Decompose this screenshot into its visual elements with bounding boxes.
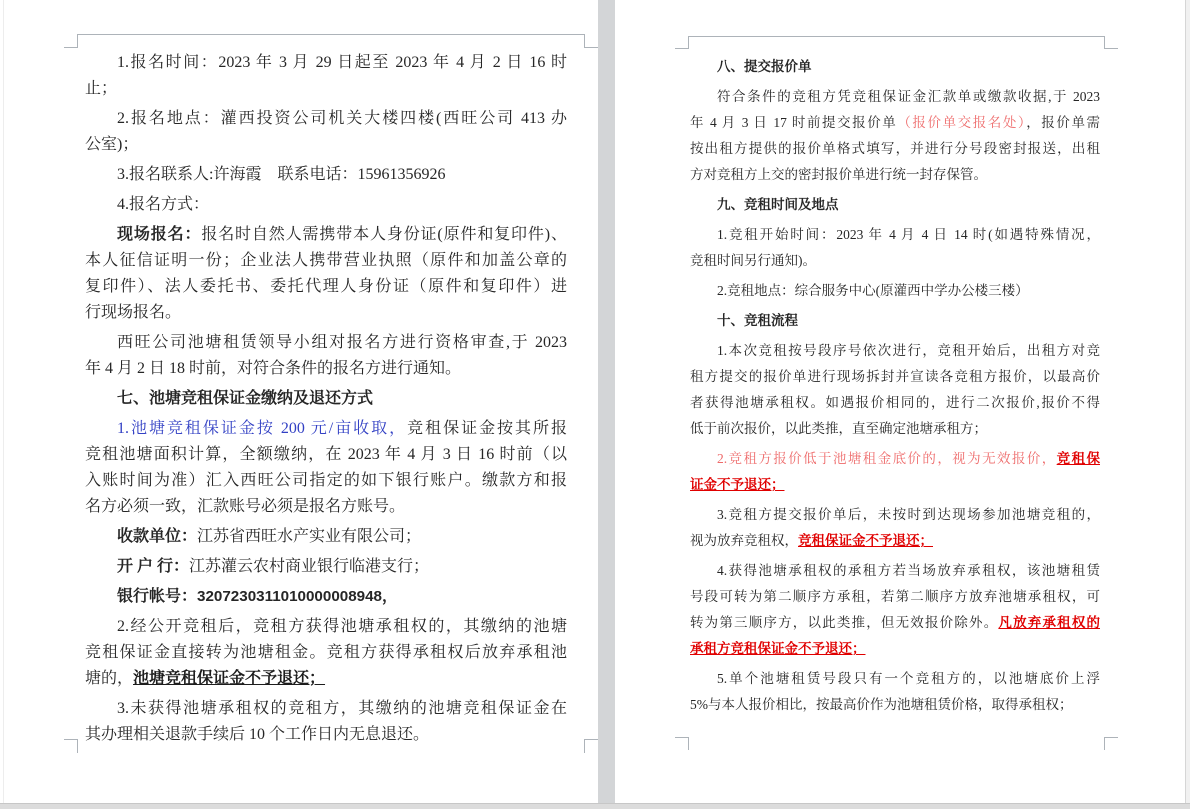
text-line bbox=[690, 54, 1100, 80]
text-line bbox=[85, 584, 567, 610]
text-line bbox=[85, 50, 567, 76]
text-run: 名方必须一致，汇款账号必须是报名方账号。 bbox=[85, 498, 406, 515]
page-left-content[interactable] bbox=[85, 50, 567, 748]
text-line bbox=[690, 502, 1100, 528]
text-boundary-top-line bbox=[77, 34, 585, 35]
text-line bbox=[85, 356, 567, 382]
text-line bbox=[85, 666, 567, 692]
text-run: 收款单位： bbox=[117, 528, 198, 545]
text-run: 5%与本人报价相比，按最高价作为池塘租赁价格，取得承租权； bbox=[690, 697, 1073, 712]
text-run: 竞租保证金不予退还； bbox=[798, 533, 933, 548]
text-run: 3.报名联系人:许海霞 联系电话：15961356926 bbox=[117, 166, 446, 183]
text-run: 转为第三顺序方，以此类推，但无效报价除外。 bbox=[690, 615, 999, 630]
crop-mark-bottom-left-horizontal bbox=[64, 739, 77, 740]
text-line bbox=[85, 468, 567, 494]
text-line bbox=[690, 416, 1100, 442]
text-line bbox=[85, 386, 567, 412]
crop-mark-top-left-vertical bbox=[688, 36, 689, 49]
crop-mark-top-left-horizontal bbox=[64, 47, 77, 48]
text-line bbox=[690, 192, 1100, 218]
text-run: 九、竞租时间及地点 bbox=[717, 197, 839, 212]
text-run: 西旺公司池塘租赁领导小组对报名方进行资格审查,于 2023 bbox=[117, 334, 567, 351]
text-run: 现场报名： bbox=[117, 226, 202, 243]
text-line bbox=[690, 610, 1100, 636]
text-run: 入账时间为准）汇入西旺公司指定的如下银行账户。缴款方和报 bbox=[85, 472, 567, 489]
text-run: 号段可转为第二顺序方承租，若第二顺序方放弃池塘承租权，可 bbox=[690, 589, 1100, 604]
text-line bbox=[690, 308, 1100, 334]
text-run: 3207230311010000008948， bbox=[197, 588, 398, 605]
text-line bbox=[690, 338, 1100, 364]
text-line bbox=[690, 84, 1100, 110]
text-run: 1.报名时间：2023 年 3 月 29 日起至 2023 年 4 月 2 日 16 时 bbox=[117, 54, 567, 71]
text-line bbox=[85, 132, 567, 158]
crop-mark-bottom-left-vertical bbox=[77, 739, 78, 753]
text-line bbox=[690, 248, 1100, 274]
text-run: 竞租保证金按其所报 bbox=[407, 420, 567, 437]
text-line bbox=[690, 222, 1100, 248]
text-run: 开 户 行： bbox=[117, 558, 190, 575]
crop-mark-top-left-horizontal bbox=[675, 48, 688, 49]
crop-mark-top-right-horizontal bbox=[585, 47, 598, 48]
text-run: 5.单个池塘租赁号段只有一个竞租方的，以池塘底价上浮 bbox=[717, 671, 1100, 686]
text-run: 1.池塘竞租保证金按 200 元/亩收取， bbox=[117, 420, 408, 437]
text-run: 4.获得池塘承租权的承租方若当场放弃承租权，该池塘租赁 bbox=[717, 563, 1100, 578]
text-line bbox=[85, 330, 567, 356]
text-run: 竞租保 bbox=[1056, 451, 1100, 466]
text-line bbox=[85, 162, 567, 188]
text-run: 2.竞租方报价低于池塘租金底价的，视为无效报价， bbox=[717, 451, 1057, 466]
text-line bbox=[690, 558, 1100, 584]
text-line bbox=[85, 416, 567, 442]
text-run: 承租方竞租保证金不予退还； bbox=[690, 641, 866, 656]
text-run: 证金不予退还； bbox=[690, 477, 785, 492]
text-line bbox=[690, 136, 1100, 162]
text-run: 年 4 月 3 日 17 时前提交报价单 bbox=[690, 115, 898, 130]
text-line bbox=[85, 640, 567, 666]
document-page-right[interactable] bbox=[615, 0, 1185, 803]
text-run: 报名时自然人需携带本人身份证(原件和复印件)、 bbox=[201, 226, 567, 243]
text-run: 止； bbox=[85, 80, 118, 97]
text-run: 竞租时间另行通知)。 bbox=[690, 253, 816, 268]
text-run: 十、竞租流程 bbox=[717, 313, 798, 328]
right-viewport-edge bbox=[1185, 0, 1190, 803]
text-run: 3.竞租方提交报价单后，未按时到达现场参加池塘竞租的， bbox=[717, 507, 1100, 522]
text-run: 符合条件的竞租方凭竞租保证金汇款单或缴款收据,于 2023 bbox=[717, 89, 1100, 104]
text-run: 八、提交报价单 bbox=[717, 59, 812, 74]
crop-mark-top-left-vertical bbox=[77, 34, 78, 48]
crop-mark-bottom-left-vertical bbox=[688, 737, 689, 750]
crop-mark-top-right-vertical bbox=[584, 34, 585, 48]
text-run: 按出租方提供的报价单格式填写，并进行分号段密封报送，出租 bbox=[690, 141, 1100, 156]
text-run: 2.经公开竞租后，竞租方获得池塘承租权的，其缴纳的池塘 bbox=[117, 618, 567, 635]
text-run: 3.未获得池塘承租权的竞租方，其缴纳的池塘竞租保证金在 bbox=[117, 700, 567, 717]
text-line bbox=[690, 528, 1100, 554]
crop-mark-bottom-right-vertical bbox=[1104, 737, 1105, 750]
text-run: 复印件）、法人委托书、委托代理人身份证（原件和复印件）进 bbox=[85, 278, 567, 295]
text-run: 池塘竞租保证金不予退还； bbox=[133, 670, 326, 687]
text-line bbox=[690, 446, 1100, 472]
crop-mark-bottom-right-vertical bbox=[584, 739, 585, 753]
text-line bbox=[85, 494, 567, 520]
text-run: 江苏灌云农村商业银行临港支行； bbox=[189, 558, 430, 575]
text-line bbox=[85, 248, 567, 274]
text-run: 银行帐号： bbox=[117, 588, 198, 605]
text-boundary-top-line bbox=[688, 36, 1105, 37]
left-page-edge-line bbox=[3, 0, 4, 803]
text-run: 行现场报名。 bbox=[85, 304, 182, 321]
page-right-content[interactable] bbox=[690, 50, 1100, 718]
text-run: 低于前次报价，以此类推，直至确定池塘承租方； bbox=[690, 421, 987, 436]
text-line bbox=[690, 364, 1100, 390]
text-line bbox=[690, 110, 1100, 136]
text-run: 视为放弃竞租权， bbox=[690, 533, 798, 548]
crop-mark-bottom-right-horizontal bbox=[1105, 737, 1118, 738]
text-line bbox=[85, 554, 567, 580]
text-run: 年 4 月 2 日 18 时前，对符合条件的报名方进行通知。 bbox=[85, 360, 462, 377]
text-line bbox=[690, 278, 1100, 304]
text-line bbox=[85, 614, 567, 640]
text-line bbox=[85, 76, 567, 102]
text-line bbox=[85, 442, 567, 468]
page-gap bbox=[598, 0, 615, 803]
text-run: 1.本次竞租按号段序号依次进行，竞租开始后，出租方对竞 bbox=[717, 343, 1100, 358]
text-line bbox=[690, 692, 1100, 718]
text-run: 2.竞租地点：综合服务中心(原灌西中学办公楼三楼） bbox=[717, 283, 1029, 298]
text-run: 2.报名地点：灌西投资公司机关大楼四楼(西旺公司 413 办 bbox=[117, 110, 567, 127]
text-run: 竞租池塘面积计算，全额缴纳，在 2023 年 4 月 3 日 16 时前（以 bbox=[85, 446, 567, 463]
text-run: 公室)； bbox=[85, 136, 139, 153]
text-line bbox=[690, 666, 1100, 692]
text-run: ，报价单需 bbox=[1026, 115, 1100, 130]
text-line bbox=[85, 106, 567, 132]
text-line bbox=[690, 472, 1100, 498]
text-line bbox=[85, 524, 567, 550]
text-run: 者获得池塘承租权。如遇报价相同的，进行二次报价,报价不得 bbox=[690, 395, 1100, 410]
crop-mark-bottom-right-horizontal bbox=[585, 739, 598, 740]
text-line bbox=[690, 162, 1100, 188]
crop-mark-top-right-horizontal bbox=[1105, 48, 1118, 49]
text-run: 方对竞租方上交的密封报价单进行统一封存保管。 bbox=[690, 167, 987, 182]
text-run: 江苏省西旺水产实业有限公司； bbox=[197, 528, 422, 545]
text-run: （报价单交报名处） bbox=[897, 115, 1027, 130]
text-line bbox=[690, 390, 1100, 416]
text-line bbox=[85, 274, 567, 300]
text-run: 本人征信证明一份；企业法人携带营业执照（原件和加盖公章的 bbox=[85, 252, 567, 269]
text-run: 租方提交的报价单进行现场拆封并宣读各竞租方报价，以最高价 bbox=[690, 369, 1100, 384]
text-run: 塘的， bbox=[85, 670, 134, 687]
text-run: 其办理相关退款手续后 10 个工作日内无息退还。 bbox=[85, 726, 430, 743]
text-line bbox=[690, 584, 1100, 610]
text-run: 七、池塘竞租保证金缴纳及退还方式 bbox=[117, 390, 374, 407]
text-line bbox=[85, 192, 567, 218]
text-line bbox=[85, 722, 567, 748]
text-run: 凡放弃承租权的 bbox=[998, 615, 1100, 630]
bottom-strip bbox=[0, 803, 1190, 809]
text-line bbox=[85, 222, 567, 248]
crop-mark-bottom-left-horizontal bbox=[675, 737, 688, 738]
text-line bbox=[85, 300, 567, 326]
document-page-left[interactable] bbox=[0, 0, 598, 803]
text-line bbox=[85, 696, 567, 722]
text-run: 1.竞租开始时间：2023 年 4 月 4 日 14 时(如遇特殊情况， bbox=[717, 227, 1100, 242]
text-run: 竞租保证金直接转为池塘租金。竞租方获得承租权后放弃承租池 bbox=[85, 644, 567, 661]
text-run: 4.报名方式： bbox=[117, 196, 210, 213]
text-line bbox=[690, 636, 1100, 662]
